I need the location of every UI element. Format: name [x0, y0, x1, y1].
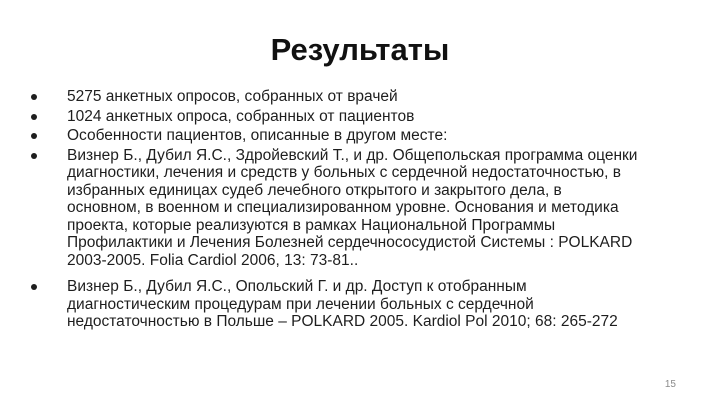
bullet-text-line: 5275 анкетных опросов, собранных от врачей — [67, 88, 398, 105]
bullet-item — [0, 127, 720, 145]
bullet-item — [0, 108, 720, 126]
page-number: 15 — [664, 379, 676, 390]
bullet-text-line: основном, в военном и специализированном уровне. Основания и методика — [67, 199, 619, 216]
bullet-text-line: Профилактики и Лечения Болезней сердечнососудистой Системы : POLKARD — [67, 234, 633, 251]
bullet-text-line: 1024 анкетных опроса, собранных от пациентов — [67, 107, 415, 125]
bullet-item — [0, 88, 720, 106]
bullet-text-line: 2003-2005. Folia Cardiol 2006, 13: 73-81.. — [67, 251, 359, 269]
bullet-icon — [31, 114, 37, 120]
bullet-item — [0, 147, 720, 270]
slide-title: Результаты — [270, 32, 450, 67]
bullet-icon — [31, 153, 37, 159]
bullet-text-line: диагностическим процедурам при лечении больных с сердечной — [67, 295, 534, 313]
bullet-text-line: Особенности пациентов, описанные в другом месте: — [67, 127, 448, 144]
bullet-item — [0, 278, 720, 331]
bullet-text-line: Визнер Б., Дубил Я.С., Опольский Г. и др. Доступ к отобранным — [67, 278, 527, 295]
bullet-text-line: избранных единицах судеб лечебного открытого и закрытого дела, в — [67, 181, 562, 199]
bullet-icon — [31, 133, 37, 139]
bullet-icon — [31, 94, 37, 100]
bullet-list — [0, 88, 720, 331]
bullet-text-line: недостаточностью в Польше – POLKARD 2005. Kardiol Pol 2010; 68: 265-272 — [67, 313, 618, 330]
bullet-text-line: Визнер Б., Дубил Я.С., Здройевский Т., и др. Общепольская программа оценки — [67, 146, 638, 164]
bullet-icon — [31, 284, 37, 290]
bullet-text-line: диагностики, лечения и средств у больных с сердечной недостаточностью, в — [67, 164, 621, 181]
bullet-text-line: проекта, которые реализуются в рамках Национальной Программы — [67, 216, 556, 234]
